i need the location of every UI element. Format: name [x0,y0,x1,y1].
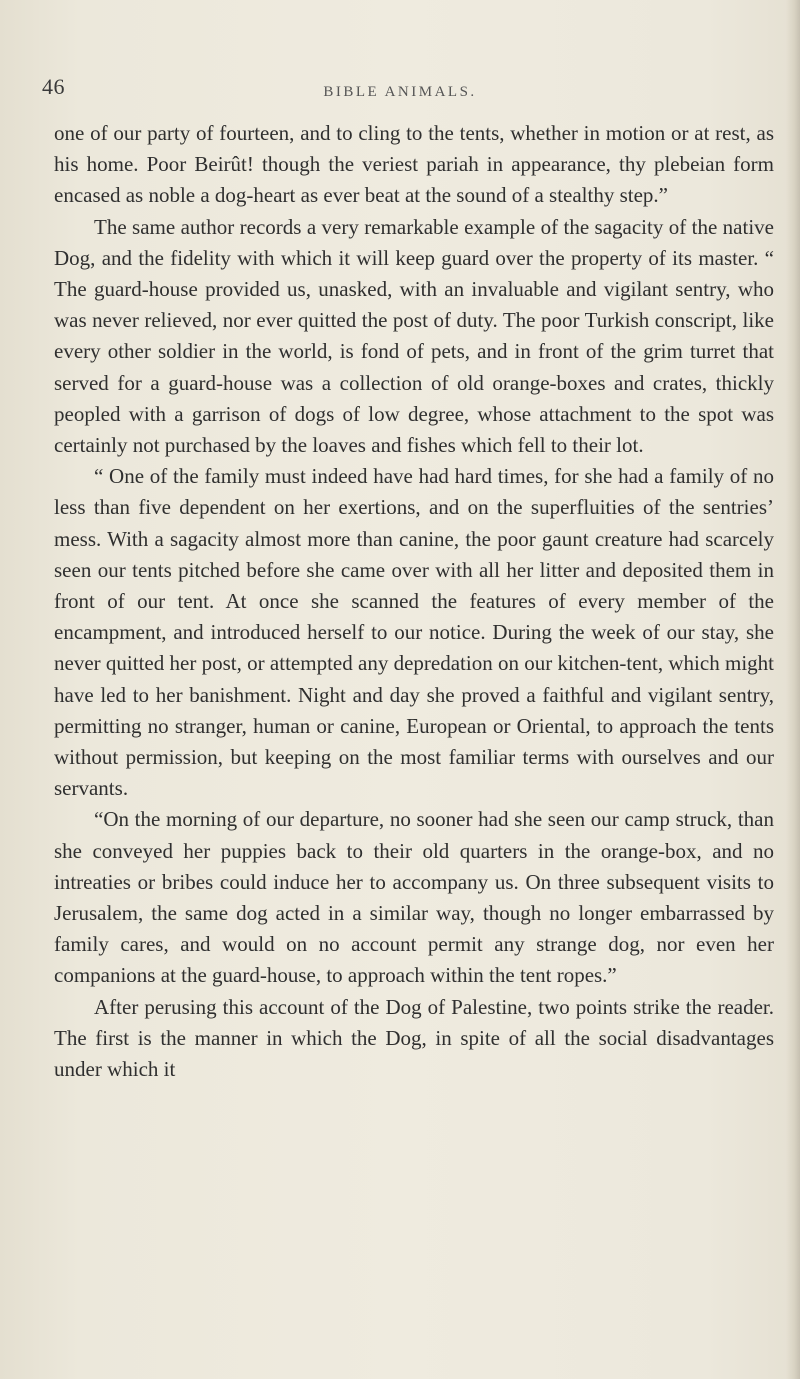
paragraph: “On the morning of our departure, no sooner had she seen our camp struck, than she conveyed her puppies back to their old quarters in the orange-box, and no intreaties or bribes could induce her to accompany us. On three subsequent visits to Jerusalem, the same dog acted in a similar way, though no longer embarrassed by family cares, and would on no account permit any strange dog, nor even her companions at the guard-house, to approach within the tent ropes.” [54,807,774,988]
running-title: BIBLE ANIMALS. [323,84,477,100]
page-number: 46 [42,74,65,99]
paragraph: The same author records a very remarkable example of the sagacity of the native Dog, and the fidelity with which it will keep guard over the property of its master. “ The guard-house provided us, unasked, with an invaluable and vigilant sentry, who was never relieved, nor ever quitted the post of duty. The poor Turkish conscript, like every other soldier in the world, is fond of pets, and in front of the grim turret that served for a guard-house was a collection of old orange-boxes and crates, thickly peopled with a garrison of dogs of low degree, whose attachment to the spot was certainly not purchased by the loaves and fishes which fell to their lot. [54,214,774,458]
body-text [54,118,774,1085]
page-edge-shadow [786,0,800,1379]
paragraph: After perusing this account of the Dog of Palestine, two points strike the reader. The first is the manner in which the Dog, in spite of all the social disadvantages under which it [54,994,774,1082]
paragraph-continuation: one of our party of fourteen, and to cling to the tents, whether in motion or at rest, as his home. Poor Beirût! though the veriest pariah in appearance, thy plebeian form encased as noble a dog-heart as ever beat at the sound of a stealthy step.” [54,121,774,208]
paragraph: “ One of the family must indeed have had hard times, for she had a family of no less than five dependent on her exertions, and on the superfluities of the sentries’ mess. With a sagacity almost more than canine, the poor gaunt creature had scarcely seen our tents pitched before she came over with all her litter and deposited them in front of our tent. At once she scanned the features of every member of the encampment, and introduced herself to our notice. During the week of our stay, she never quitted her post, or attempted any depredation on our kitchen-tent, which might have led to her banishment. Night and day she proved a faithful and vigilant sentry, permitting no stranger, human or canine, European or Oriental, to approach the tents without permission, but keeping on the most familiar terms with ourselves and our servants. [54,464,774,801]
